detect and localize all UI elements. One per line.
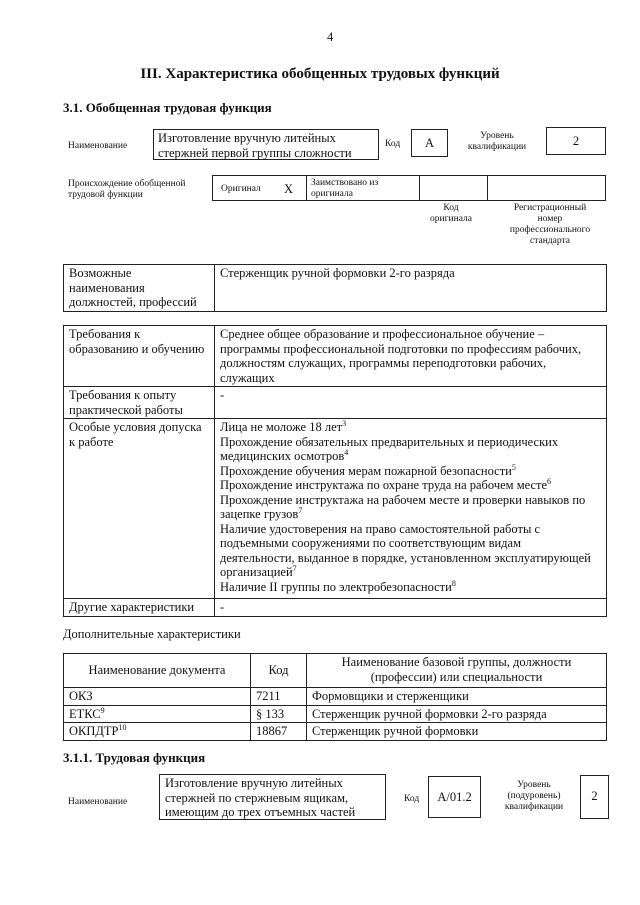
education-label [64, 326, 215, 387]
experience-label-2: практической работы [69, 402, 183, 417]
special-text: подъемными сооружениями по соответствующим видам [220, 536, 522, 550]
special-text: Наличие удостоверения на право самостоятельной работы с [220, 521, 541, 536]
footnote-ref: 7 [298, 505, 303, 515]
table-cell-name: Стерженщик ручной формовки [307, 723, 607, 741]
divider [487, 176, 488, 200]
education-line: Среднее общее образование и профессиональное обучение – [220, 327, 545, 341]
col-name-header [307, 654, 607, 688]
gtf-name-label: Наименование [68, 141, 128, 151]
positions-label-2: наименования [69, 280, 145, 295]
special-text: организацией [220, 565, 293, 579]
positions-table [63, 264, 607, 312]
gtf-reg-3: профессионального [509, 225, 591, 235]
special-text: Прохождение обязательных предварительных и периодических [220, 434, 559, 449]
footnote-ref: 10 [118, 722, 127, 732]
tf-code-label: Код [404, 794, 420, 804]
footnote-ref: 3 [342, 418, 347, 428]
special-item [220, 478, 601, 493]
requirements-table [63, 325, 607, 617]
table-cell-name: Стерженщик ручной формовки 2-го разряда [307, 705, 607, 723]
special-item [220, 507, 601, 522]
special-item [220, 580, 601, 595]
experience-value: - [215, 387, 607, 419]
special-text: Наличие II группы по электробезопасности [220, 579, 452, 594]
special-text: Прохождение обучения мерам пожарной безопасности [220, 463, 512, 478]
gtf-name-line-1: Изготовление вручную литейных [158, 131, 336, 145]
gtf-orig-code-1: Код [443, 203, 459, 213]
tf-level-label-1: Уровень [517, 780, 551, 790]
gtf-level-label [462, 131, 532, 153]
gtf-reg-2: номер [537, 214, 563, 224]
special-label-2: к работе [69, 434, 114, 449]
education-line: должностям служащих, программы переподготовки рабочих, [220, 356, 547, 370]
experience-label-1: Требования к опыту [69, 388, 177, 402]
gtf-original-label: Оригинал [221, 184, 261, 194]
tf-level-label-3: квалификации [504, 802, 564, 812]
col-name-header-1: Наименование базовой группы, должности [341, 655, 572, 669]
gtf-orig-code-2: оригинала [430, 214, 472, 224]
col-code-header: Код [251, 654, 307, 688]
education-line: программы профессиональной подготовки по профессиям рабочих, [220, 341, 582, 356]
gtf-borrowed-2: оригинала [311, 189, 353, 199]
gtf-origin-table [212, 175, 606, 201]
tf-name-value-box [159, 774, 386, 820]
other-label: Другие характеристики [64, 599, 215, 617]
special-text: деятельности, выданное в порядке, установленном эксплуатирующей [220, 550, 591, 565]
other-value: - [215, 599, 607, 617]
tf-name-line-2: стержней по стержневым ящикам, [165, 790, 349, 805]
gtf-reg-label [497, 203, 603, 247]
positions-label-1: Возможные [69, 266, 132, 280]
table-cell-doc [64, 723, 251, 741]
table-cell-doc [64, 688, 251, 706]
gtf-borrowed-label [311, 178, 378, 200]
footnote-ref: 8 [451, 578, 456, 588]
gtf-name-value-box [153, 129, 379, 160]
page-number: 4 [327, 30, 334, 44]
divider [419, 176, 420, 200]
special-text: Прохождение инструктажа по охране труда на рабочем месте [220, 478, 548, 492]
tf-name-label: Наименование [68, 797, 128, 807]
education-line: служащих [220, 370, 275, 385]
gtf-origin-label-1: Происхождение обобщенной [68, 179, 186, 189]
special-text: медицинских осмотров [220, 449, 345, 463]
divider [306, 176, 307, 200]
gtf-reg-4: стандарта [530, 236, 570, 246]
footnote-ref: 4 [344, 447, 349, 457]
tf-level-value: 2 [580, 775, 609, 819]
doc-text: ОКЗ [69, 689, 93, 703]
special-text: зацепке грузов [220, 507, 299, 521]
tf-heading: 3.1.1. Трудовая функция [63, 750, 206, 765]
section-title: III. Характеристика обобщенных трудовых функций [140, 66, 500, 82]
gtf-reg-1: Регистрационный [513, 203, 587, 213]
additional-table [63, 653, 607, 741]
special-item [220, 464, 601, 479]
table-cell-name: Формовщики и стерженщики [307, 688, 607, 706]
footnote-ref: 7 [292, 563, 297, 573]
special-label-1: Особые условия допуска [69, 420, 202, 434]
tf-level-label-2: (подуровень) [507, 791, 561, 801]
gtf-heading: 3.1. Обобщенная трудовая функция [63, 100, 272, 115]
education-value [215, 326, 607, 387]
positions-value: Стерженщик ручной формовки 2-го разряда [215, 265, 607, 312]
gtf-code-label: Код [385, 139, 401, 149]
gtf-original-mark: X [284, 182, 294, 196]
gtf-borrowed-1: Заимствовано из [311, 178, 379, 188]
table-cell-code: 18867 [251, 723, 307, 741]
gtf-orig-code-label [418, 203, 484, 225]
gtf-level-label-2: квалификации [467, 142, 527, 152]
positions-label-3: должностей, профессий [69, 295, 197, 309]
gtf-level-value: 2 [546, 127, 606, 155]
gtf-code-value: A [411, 129, 448, 157]
gtf-name-line-2: стержней первой группы сложности [158, 145, 352, 160]
tf-level-label [494, 780, 574, 813]
special-item [220, 565, 601, 580]
special-item [220, 449, 601, 464]
table-cell-doc [64, 705, 251, 723]
education-label-1: Требования к [69, 327, 141, 341]
special-item [220, 420, 601, 435]
tf-code-value: A/01.2 [428, 776, 481, 818]
col-name-header-2: (профессии) или специальности [370, 669, 543, 684]
special-value [215, 419, 607, 599]
special-text: Лица не моложе 18 лет [220, 420, 343, 434]
education-label-2: образованию и обучению [69, 341, 205, 356]
footnote-ref: 5 [511, 462, 516, 472]
additional-title: Дополнительные характеристики [63, 627, 241, 641]
special-text: Прохождение инструктажа на рабочем месте и проверки навыков по [220, 492, 586, 507]
footnote-ref: 9 [100, 705, 105, 715]
gtf-origin-label [68, 179, 186, 201]
gtf-level-label-1: Уровень [480, 131, 514, 141]
experience-label [64, 387, 215, 419]
tf-name-line-1: Изготовление вручную литейных [165, 776, 343, 790]
positions-label [64, 265, 215, 312]
table-cell-code: § 133 [251, 705, 307, 723]
footnote-ref: 6 [547, 476, 552, 486]
col-doc-header: Наименование документа [64, 654, 251, 688]
special-label [64, 419, 215, 599]
doc-text: ЕТКС [69, 706, 101, 721]
table-cell-code: 7211 [251, 688, 307, 706]
doc-text: ОКПДТР [69, 724, 119, 738]
tf-name-line-3: имеющим до трех отъемных частей [165, 805, 356, 819]
gtf-origin-label-2: трудовой функции [68, 190, 143, 200]
